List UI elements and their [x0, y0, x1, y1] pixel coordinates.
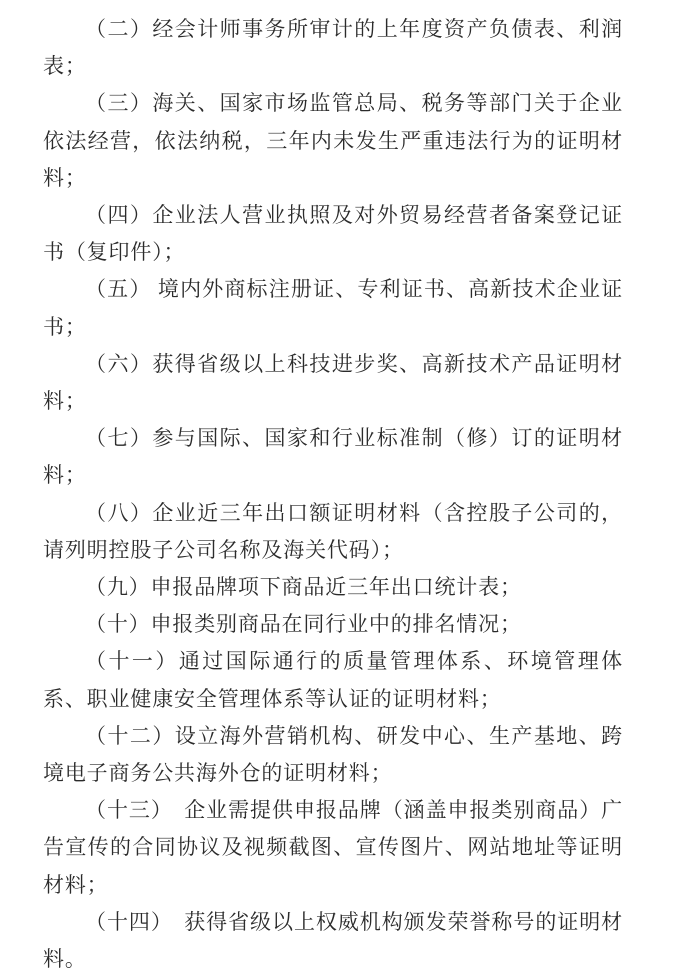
list-item-6: （六）获得省级以上科技进步奖、高新技术产品证明材料； [43, 351, 623, 414]
list-item-14: （十四） 获得省级以上权威机构颁发荣誉称号的证明材料。 [43, 909, 623, 972]
list-item-12: （十二）设立海外营销机构、研发中心、生产基地、跨境电子商务公共海外仓的证明材料； [43, 723, 623, 786]
list-item-4: （四）企业法人营业执照及对外贸易经营者备案登记证书（复印件）； [43, 203, 623, 265]
document-body [43, 11, 623, 978]
list-item-9: （九）申报品牌项下商品近三年出口统计表； [85, 575, 522, 600]
list-item-8: （八）企业近三年出口额证明材料（含控股子公司的，请列明控股子公司名称及海关代码）； [43, 500, 623, 562]
list-item-5: （五） 境内外商标注册证、专利证书、高新技术企业证书； [43, 277, 623, 339]
list-item-13: （十三） 企业需提供申报品牌（涵盖申报类别商品）广告宣传的合同协议及视频截图、宣传图片、网站地址等证明材料； [43, 798, 623, 897]
list-item-10: （十）申报类别商品在同行业中的排名情况； [85, 612, 522, 637]
list-item-11: （十一）通过国际通行的质量管理体系、环境管理体系、职业健康安全管理体系等认证的证明材料； [43, 649, 623, 711]
list-item-7: （七）参与国际、国家和行业标准制（修）订的证明材料； [43, 426, 623, 488]
list-item-3: （三）海关、国家市场监管总局、税务等部门关于企业依法经营，依法纳税，三年内未发生严重违法行为的证明材料； [43, 91, 623, 190]
list-item-2: （二）经会计师事务所审计的上年度资产负债表、利润表； [43, 17, 623, 79]
